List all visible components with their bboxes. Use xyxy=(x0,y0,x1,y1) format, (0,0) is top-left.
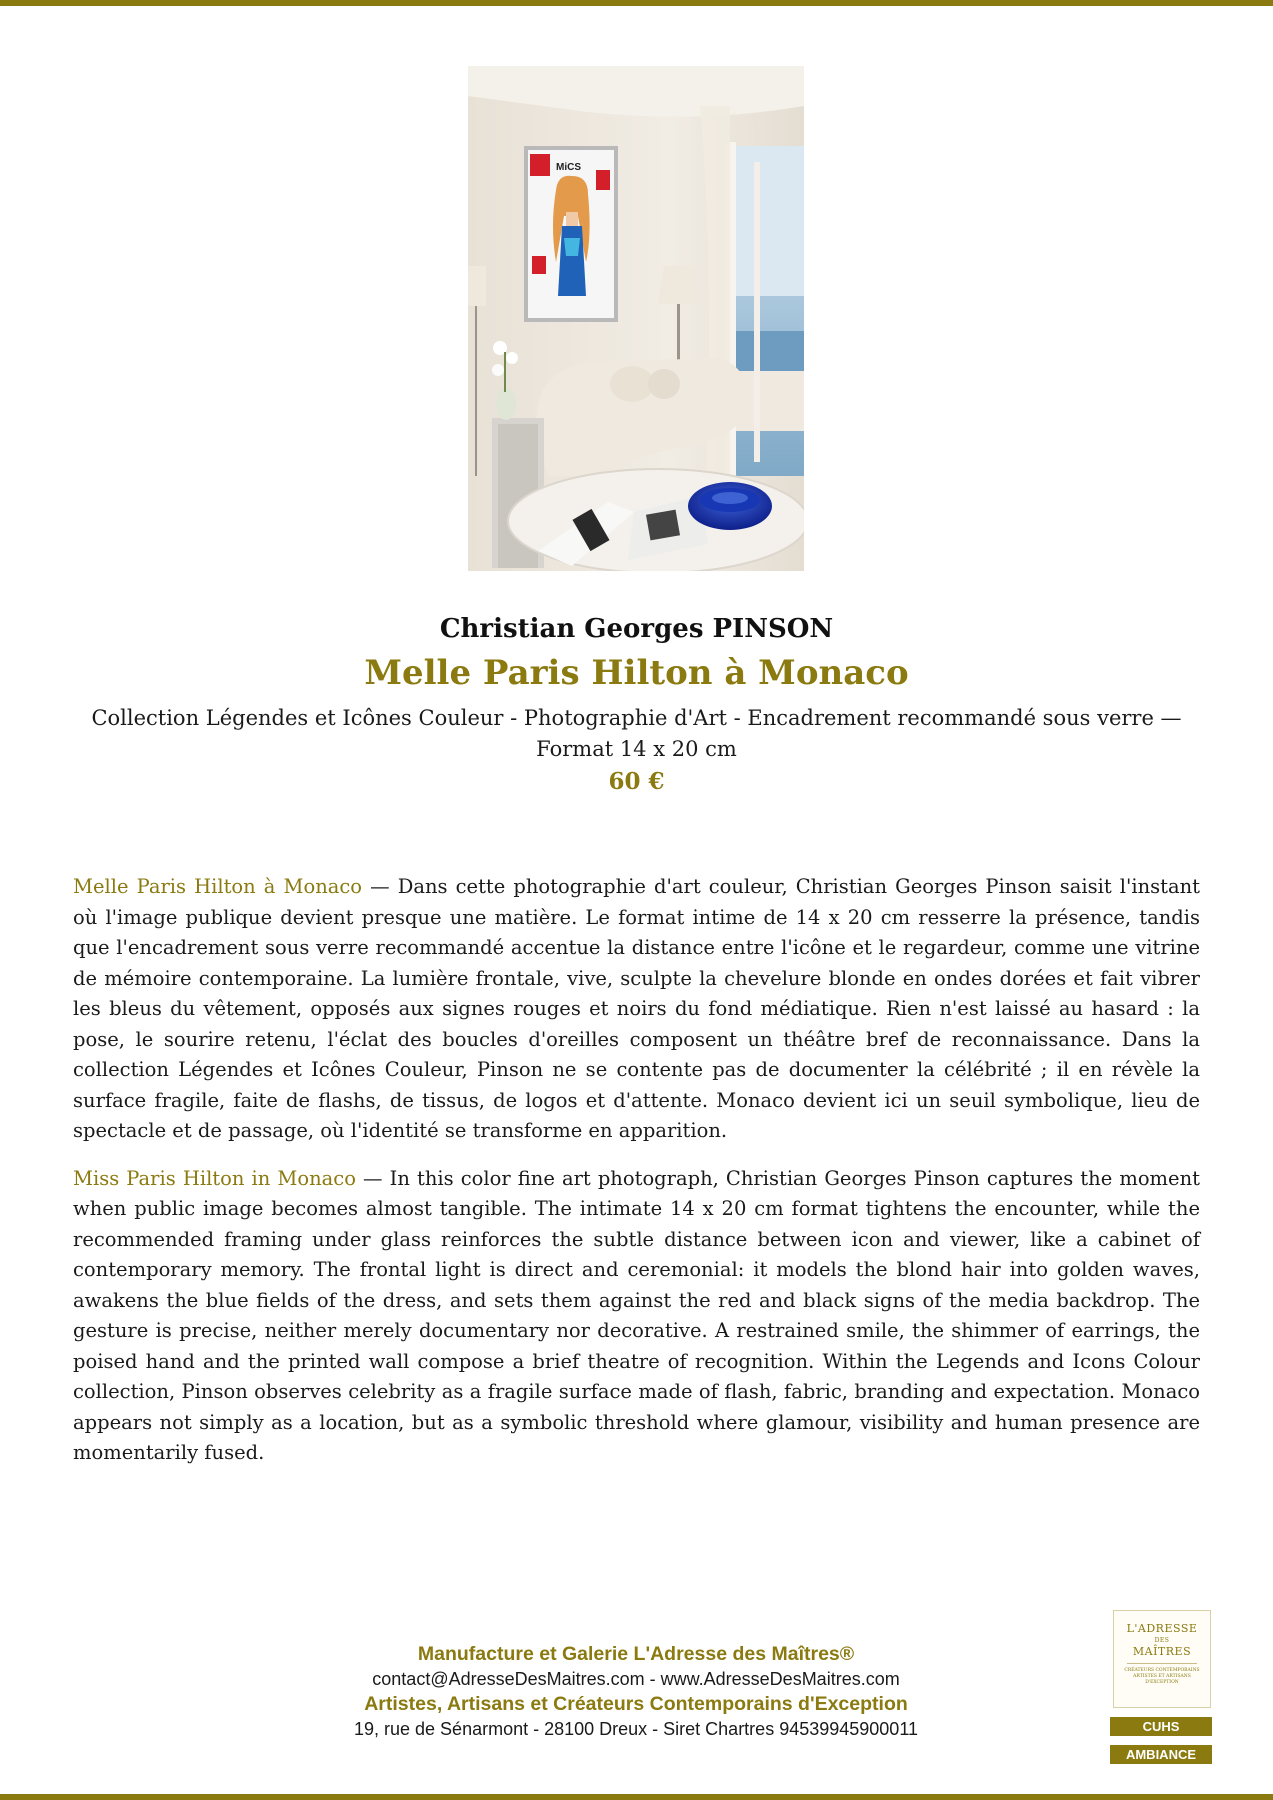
description-english-text: — In this color fine art photograph, Christian Georges Pinson captures the moment when public image becomes almost tangible. The intimate 14 x 20 cm format tightens the encounter, while the recommended framing under glass reinforces the subtle distance between icon and viewer, like a cabinet of contemporary memory. The frontal light is direct and ceremonial: it models the blond hair into golden waves, awakens the blue fields of the dress, and sets them against the red and black signs of the media backdrop. The gesture is precise, neither merely documentary nor decorative. A restrained smile, the shimmer of earrings, the poised hand and the printed wall compose a brief theatre of recognition. Within the Legends and Icons Colour collection, Pinson observes celebrity as a fragile surface made of flash, fabric, branding and expectation. Monaco appears not simply as a location, but as a symbolic threshold where glamour, visibility and human presence are momentarily fused. xyxy=(73,1166,1200,1464)
footer-address: 19, rue de Sénarmont - 28100 Dreux - Siret Chartres 94539945900011 xyxy=(353,1719,919,1739)
logo-divider xyxy=(1127,1663,1197,1664)
artwork-price: 60 € xyxy=(608,768,665,795)
artwork-subtitle: Collection Légendes et Icônes Couleur - Photographie d'Art - Encadrement recommandé sous verre — Format 14 x 20 cm xyxy=(91,706,1182,761)
logo-line-2: DES xyxy=(1154,1637,1170,1644)
artwork-description xyxy=(73,872,1200,1486)
artist-name: Christian Georges PINSON xyxy=(439,614,834,644)
artwork-ambiance-photo xyxy=(468,66,804,571)
description-french xyxy=(73,872,1200,1147)
description-english-lead: Miss Paris Hilton in Monaco xyxy=(73,1166,356,1190)
artwork-title: Melle Paris Hilton à Monaco xyxy=(364,653,909,693)
logo-line-1: L'ADRESSE xyxy=(1126,1622,1198,1635)
footer-tagline: Artistes, Artisans et Créateurs Contemporains d'Exception xyxy=(364,1693,908,1715)
logo-line-3: MAÎTRES xyxy=(1132,1645,1192,1658)
tag-ambiance: AMBIANCE xyxy=(1110,1745,1212,1764)
gallery-logo xyxy=(1113,1610,1211,1708)
description-english xyxy=(73,1164,1200,1469)
logo-line-4: CRÉATEURS CONTEMPORAINS ARTISTES ET ARTISANS D'EXCEPTION xyxy=(1124,1668,1200,1685)
top-border xyxy=(0,0,1273,6)
bottom-border xyxy=(0,1794,1273,1800)
gallery-footer xyxy=(236,1642,1036,1742)
footer-contact[interactable]: contact@AdresseDesMaitres.com - www.AdresseDesMaitres.com xyxy=(372,1669,900,1689)
description-french-lead: Melle Paris Hilton à Monaco xyxy=(73,875,363,898)
footer-gallery-name: Manufacture et Galerie L'Adresse des Maîtres® xyxy=(417,1643,855,1665)
description-french-text: — Dans cette photographie d'art couleur, Christian Georges Pinson saisit l'instant où l'image publique devient presque une matière. Le format intime de 14 x 20 cm resserre la présence, tandis que l'encadrement sous verre recommandé accentue la distance entre l'icône et le regardeur, comme une vitrine de mémoire contemporaine. La lumière frontale, vive, sculpte la chevelure blonde en ondes dorées et fait vibrer les bleus du vêtement, opposés aux signes rouges et noirs du fond médiatique. Rien n'est laissé au hasard : la pose, le sourire retenu, l'éclat des boucles d'oreilles composent un théâtre bref de reconnaissance. Dans la collection Légendes et Icônes Couleur, Pinson ne se contente pas de documenter la célébrité ; il en révèle la surface fragile, faite de flashs, de tissus, de logos et d'attente. Monaco devient ici un seuil symbolique, lieu de spectacle et de passage, où l'identité se transforme en apparition. xyxy=(73,875,1200,1142)
tag-cuhs: CUHS xyxy=(1110,1717,1212,1736)
svg-text:MiCS: MiCS xyxy=(556,162,581,173)
